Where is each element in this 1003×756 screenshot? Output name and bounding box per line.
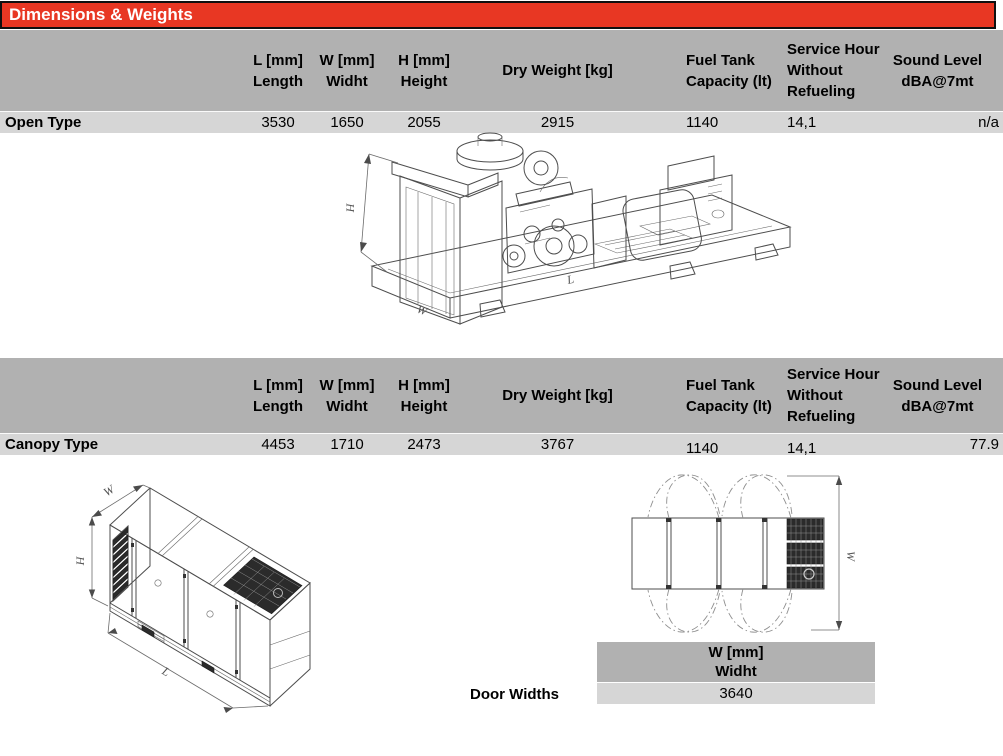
canopy-length-value: 4453 xyxy=(261,436,295,453)
canopy-fuel-value: 1140 xyxy=(686,440,719,457)
open-sound-value: n/a xyxy=(978,114,999,131)
canopy-height-value: 2473 xyxy=(407,436,441,453)
door-widths-value: 3640 xyxy=(597,682,875,704)
spec-col-width: W [mm] Widht xyxy=(319,376,375,415)
row-label: Open Type xyxy=(5,114,82,131)
dim-label-w: W xyxy=(414,301,430,319)
engine-block xyxy=(503,151,594,273)
canopy-type-table-header xyxy=(0,358,1003,433)
spec-col-length: L [mm] Length xyxy=(253,376,303,415)
top-view-grille xyxy=(787,519,823,588)
spec-col-dry-weight: Dry Weight [kg] xyxy=(502,387,613,404)
open-height-value: 2055 xyxy=(407,114,441,131)
door-widths-table-header: W [mm] Widht xyxy=(597,642,875,682)
dim-label-l: L xyxy=(565,271,576,287)
air-cleaner xyxy=(457,133,523,170)
spec-col-label xyxy=(0,358,240,433)
dimension-lines xyxy=(343,154,575,319)
spec-col-service-hour: Service Hour Without Refueling xyxy=(787,366,880,425)
section-header-dimensions-weights xyxy=(0,1,996,29)
dim-label-h: H xyxy=(73,556,87,566)
spec-col-fuel-tank: Fuel Tank Capacity (lt) xyxy=(686,51,772,90)
open-service-value: 14,1 xyxy=(787,114,817,131)
open-dry-weight-value: 2915 xyxy=(540,114,575,131)
base-frame xyxy=(110,603,270,706)
dim-label-h: H xyxy=(343,203,357,213)
spec-col-sound-level: Sound Level dBA@7mt xyxy=(892,51,983,90)
open-length-value: 3530 xyxy=(261,114,295,131)
spec-col-height: H [mm] Height xyxy=(398,376,450,415)
dim-label-w: W xyxy=(844,551,858,561)
open-type-generator-drawing xyxy=(340,132,810,347)
dimension-lines xyxy=(73,482,268,713)
spec-col-height: H [mm] Height xyxy=(398,51,450,90)
spec-col-label xyxy=(0,30,240,111)
canopy-sound-value: 77.9 xyxy=(969,436,999,453)
spec-col-length: L [mm] Length xyxy=(253,51,303,90)
canopy-top-view-drawing xyxy=(595,462,865,637)
section-title: Dimensions & Weights xyxy=(9,5,193,24)
spec-col-service-hour: Service Hour Without Refueling xyxy=(787,41,880,100)
door-swing-arcs xyxy=(648,475,792,632)
spec-col-sound-level: Sound Level dBA@7mt xyxy=(892,376,983,415)
spec-col-width: W [mm] Widht xyxy=(319,51,375,90)
open-width-value: 1650 xyxy=(330,114,364,131)
dim-label-w: W xyxy=(100,482,117,500)
canopy-generator-drawing xyxy=(72,473,342,713)
door-widths-label: Door Widths xyxy=(470,686,560,703)
row-label: Canopy Type xyxy=(5,436,99,453)
service-doors xyxy=(131,538,240,680)
open-fuel-value: 1140 xyxy=(686,114,719,131)
radiator xyxy=(392,162,502,324)
canopy-width-value: 1710 xyxy=(330,436,364,453)
spec-col-fuel-tank: Fuel Tank Capacity (lt) xyxy=(686,376,772,415)
open-type-row xyxy=(0,111,1003,133)
dim-label-l: L xyxy=(159,663,173,680)
intake-louvers xyxy=(113,526,128,601)
canopy-dry-weight-value: 3767 xyxy=(540,436,575,453)
open-type-table-header xyxy=(0,30,1003,111)
canopy-type-row xyxy=(0,433,1003,455)
canopy-service-value: 14,1 xyxy=(787,440,817,457)
spec-col-dry-weight: Dry Weight [kg] xyxy=(502,62,613,79)
